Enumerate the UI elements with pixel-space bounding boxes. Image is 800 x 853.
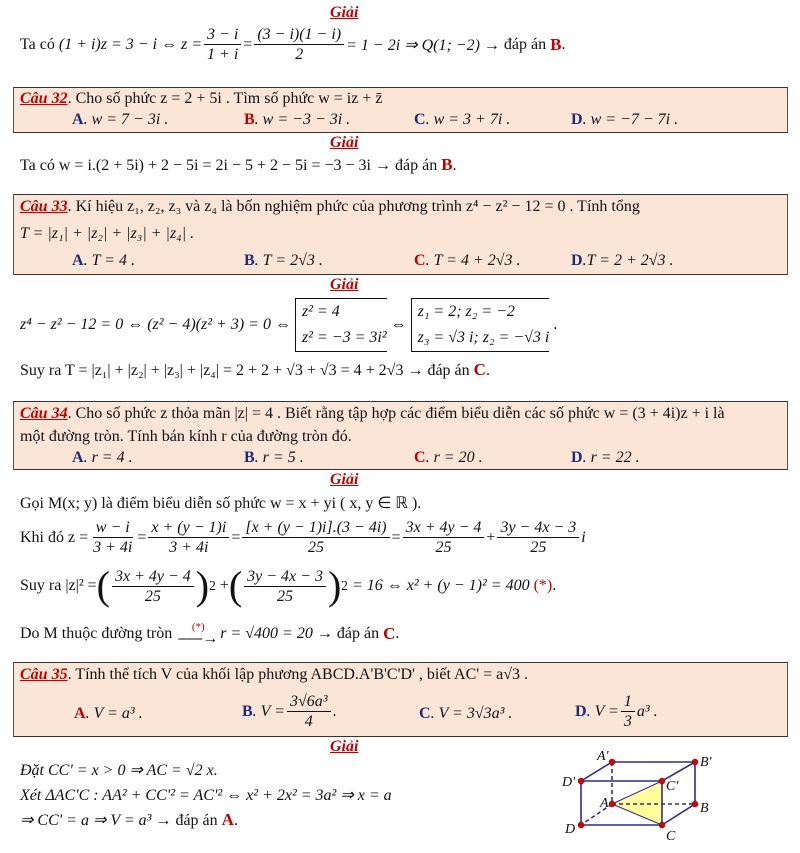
question-34-box — [13, 401, 788, 470]
option-text: . r = 22 . — [582, 449, 640, 466]
option-text: . T = 4 + 2√3 . — [425, 252, 521, 269]
option-letter: A — [72, 449, 84, 466]
option-letter: D — [571, 111, 583, 128]
denominator: 25 — [435, 539, 452, 556]
option-letter: A — [74, 705, 86, 722]
solution-text: Ta có w = i.(2 + 5i) + 2 − 5i = 2i − 5 + 2 − 5i = −3 − 3i → — [20, 157, 391, 174]
denominator: 3 + 4i — [169, 539, 209, 556]
math: = 16 ⇔ x² + (y − 1)² = 400 — [351, 577, 530, 594]
math: ⇒ CC' = a ⇒ V = a³ → — [20, 812, 172, 829]
solution-heading: Giải — [330, 738, 359, 755]
label-d-prime: D' — [562, 775, 576, 790]
option-b[interactable] — [242, 692, 337, 731]
answer-phrase: đáp án — [395, 157, 438, 174]
denominator: 25 — [144, 587, 161, 605]
option-text: . w = 7 − 3i . — [83, 111, 169, 128]
system — [295, 298, 387, 352]
option-letter: C — [419, 705, 431, 722]
option-text: . V = — [252, 702, 285, 720]
answer-letter: C — [473, 360, 486, 379]
option-a[interactable] — [74, 705, 143, 723]
option-text: . w = 3 + 7i . — [425, 111, 511, 128]
fraction — [242, 518, 389, 557]
fraction — [148, 518, 229, 557]
system — [411, 298, 550, 352]
q33-solution-equation — [20, 298, 557, 352]
q34-solution-line-1: Gọi M(x; y) là điểm biểu diễn số phức w = x + yi ( x, y ∈ ℝ ). — [20, 495, 422, 512]
question-text-2: T = |z₁| + |z₂| + |z₃| + |z₄| . — [20, 225, 195, 242]
option-letter: B — [242, 702, 253, 720]
answer-letter: B — [550, 34, 562, 54]
option-letter: C — [414, 449, 426, 466]
answer-letter: A — [221, 810, 234, 829]
label-c: C — [666, 829, 676, 844]
option-text: a³ . — [636, 702, 658, 720]
question-label: Câu 35 — [20, 666, 68, 683]
denominator: 1 + i — [207, 46, 239, 63]
question-label: Câu 34 — [20, 405, 68, 422]
solution-heading: Giải — [330, 4, 359, 21]
option-text: . w = −7 − 7i . — [582, 111, 679, 128]
option-a[interactable] — [72, 252, 135, 270]
option-letter: D — [575, 702, 587, 720]
denominator: 4 — [304, 713, 313, 730]
math: r = √400 = 20 → — [220, 624, 333, 642]
option-c[interactable] — [414, 449, 483, 467]
answer-letter: C — [383, 623, 396, 643]
denominator: 3 — [623, 713, 632, 730]
answer-letter: B — [441, 155, 453, 174]
denominator: 25 — [277, 587, 294, 605]
fraction — [244, 567, 326, 606]
solution-heading: Giải — [330, 134, 359, 151]
option-text: . r = 20 . — [425, 449, 483, 466]
math: = 1 − 2i ⇒ Q(1; −2) → — [346, 36, 500, 54]
option-d[interactable] — [571, 252, 674, 270]
option-letter: C — [414, 111, 426, 128]
q35-solution-line-2: Xét ΔAC'C : AA² + CC'² = AC'² ⇔ x² + 2x² = 3a² ⇒ x = a — [20, 787, 392, 804]
option-d[interactable] — [575, 692, 658, 731]
q34-solution-line-2: Khi đó z = $\frac{w - i}{3 + 4i}$ = $\frac{x + (y - 1)i}{3 + 4i}$ = $\frac{[x + (y - 1)i].(3 - 4i)}{25}$ = $\frac{3x + 4y - 4}{25}$ + $\frac{3y - 4x - 3}{25}$ i — [20, 519, 586, 556]
answer-phrase: đáp án — [175, 812, 218, 829]
q35-solution-line-1: Đặt CC' = x > 0 ⇒ AC = √2 x. — [20, 762, 218, 779]
math: Suy ra |z|² = — [20, 577, 97, 594]
fraction — [621, 692, 635, 731]
numerator: 3y − 4x − 3 — [244, 567, 326, 587]
fraction — [287, 692, 331, 731]
numerator: 3x + 4y − 4 — [112, 567, 194, 587]
numerator: 3y − 4x − 3 — [497, 518, 579, 538]
numerator: w − i — [93, 518, 133, 538]
answer-phrase: đáp án — [503, 35, 547, 53]
option-letter: A — [72, 252, 84, 269]
option-text: . V = — [586, 702, 619, 720]
option-b[interactable] — [244, 449, 304, 467]
option-text: . V = a³ . — [85, 705, 143, 722]
numerator: 3x + 4y − 4 — [403, 518, 485, 538]
option-letter: B — [244, 111, 255, 128]
fraction — [204, 25, 241, 64]
option-text: . r = 5 . — [254, 449, 304, 466]
option-d[interactable] — [571, 111, 678, 129]
option-text: . V = 3√3a³ . — [430, 705, 513, 722]
numerator: x + (y − 1)i — [148, 518, 229, 538]
implies-arrow: (*) ⎯⎯⎯→ — [178, 621, 219, 647]
numerator: (3 − i)(1 − i) — [254, 25, 344, 45]
answer-phrase: đáp án — [336, 624, 380, 642]
question-text: . Cho số phức z thỏa mãn |z| = 4 . Biết rằng tập hợp các điểm biểu diễn các số phức w = (3 + 4i)z + i là — [67, 405, 725, 422]
label-b-prime: B' — [700, 755, 712, 770]
fraction — [112, 567, 194, 606]
label-d: D — [565, 822, 576, 837]
option-b[interactable] — [244, 111, 350, 129]
fraction — [90, 518, 135, 557]
option-letter: B — [244, 449, 255, 466]
question-text: . Tính thể tích V của khối lập phương ABCD.A'B'C'D' , biết AC' = a√3 . — [67, 666, 529, 683]
system-line: z² = −3 = 3i² — [301, 329, 387, 346]
q35-solution-line-3: ⇒ CC' = a ⇒ V = a³ → đáp án A. — [20, 810, 238, 829]
label-c-prime: C' — [666, 779, 679, 794]
system-line: z₁ = 2; z₂ = −2 — [417, 303, 515, 320]
fraction — [403, 518, 485, 557]
numerator: 3 − i — [204, 25, 241, 45]
option-letter: D — [571, 252, 583, 269]
star-mark: (*) — [533, 577, 553, 594]
label-b: B — [700, 801, 709, 816]
denominator: 2 — [295, 46, 304, 63]
math: Khi đó z = — [20, 528, 89, 546]
option-a[interactable] — [72, 111, 168, 129]
q32-solution: Ta có w = i.(2 + 5i) + 2 − 5i = 2i − 5 + 2 − 5i = −3 − 3i → đáp án B. — [20, 155, 457, 174]
option-text: . T = 4 . — [83, 252, 135, 269]
question-text: . Kí hiệu z₁, z₂, z₃ và z₄ là bốn nghiệm phức của phương trình z⁴ − z² − 12 = 0 . Tính tổng — [67, 198, 640, 215]
q34-solution-line-4: Do M thuộc đường tròn (*) ⎯⎯⎯→ r = √400 = 20 → đáp án C . — [20, 621, 400, 647]
answer-phrase: đáp án — [427, 362, 470, 379]
denominator: 25 — [307, 539, 324, 556]
denominator: 3 + 4i — [93, 539, 133, 556]
question-35-box — [13, 662, 788, 737]
system-line: z₃ = √3 i; z₂ = −√3 i — [417, 329, 550, 346]
fraction — [497, 518, 579, 557]
question-label: Câu 32 — [20, 90, 68, 107]
option-text: . r = 4 . — [83, 449, 133, 466]
cuboid-figure — [560, 748, 735, 848]
option-letter: A — [72, 111, 84, 128]
label-a-prime: A' — [597, 749, 609, 764]
denominator: 25 — [530, 539, 547, 556]
solution-heading: Giải — [330, 276, 359, 293]
option-text: . T = 2√3 . — [254, 252, 323, 269]
question-label: Câu 33 — [20, 198, 68, 215]
option-c[interactable] — [419, 705, 512, 723]
question-33-box — [13, 194, 788, 275]
text: Ta có — [20, 35, 55, 53]
option-letter: B — [244, 252, 255, 269]
numerator: 3√6a³ — [287, 692, 331, 712]
q33-conclusion: Suy ra T = |z₁| + |z₂| + |z₃| + |z₄| = 2 + 2 + √3 + √3 = 4 + 2√3 → đáp án C. — [20, 360, 490, 379]
solution-text: Suy ra T = |z₁| + |z₂| + |z₃| + |z₄| = 2 + 2 + √3 + √3 = 4 + 2√3 → — [20, 362, 424, 379]
question-text: . Cho số phức z = 2 + 5i . Tìm số phức w = iz + z̄ — [67, 90, 383, 107]
numerator: [x + (y − 1)i].(3 − 4i) — [242, 518, 389, 538]
option-text: .T = 2 + 2√3 . — [582, 252, 674, 269]
option-letter: D — [571, 449, 583, 466]
option-text: . — [332, 702, 337, 720]
numerator: 1 — [621, 692, 635, 712]
option-letter: C — [414, 252, 426, 269]
math: . — [553, 316, 558, 333]
system-line: z² = 4 — [301, 303, 340, 320]
question-32-box — [13, 87, 788, 133]
label-a: A — [600, 796, 609, 811]
option-d[interactable] — [571, 449, 640, 467]
triangle-acc — [612, 781, 662, 825]
q34-solution-line-3: Suy ra |z|² = ( $\frac{3x + 4y - 4}{25}$ ) 2 + ( $\frac{3y - 4x - 3}{25}$ ) 2 = 16 ⇔ x² + (y − 1)² = 400 (*) . — [20, 563, 557, 608]
solution-heading: Giải — [330, 471, 359, 488]
option-c[interactable] — [414, 252, 521, 270]
q31-solution: Ta có (1 + i)z = 3 − i ⇔ z = $\frac{3 - i}{1 + i}$ = $\frac{(3 - i)(1 - i)}{2}$ = 1 − 2i ⇒ Q(1; −2) → đáp án B . — [20, 26, 566, 63]
star-mark: (*) — [191, 621, 205, 633]
option-text: . w = −3 − 3i . — [254, 111, 351, 128]
math: (1 + i)z = 3 − i ⇔ z = — [58, 35, 203, 53]
fraction — [254, 25, 344, 64]
math: i — [581, 528, 586, 546]
option-b[interactable] — [244, 252, 323, 270]
option-a[interactable] — [72, 449, 133, 467]
option-c[interactable] — [414, 111, 510, 129]
math: ⇔ — [390, 316, 407, 333]
question-text-2: một đường tròn. Tính bán kính r của đường tròn đó. — [20, 428, 352, 445]
solution-text: Do M thuộc đường tròn — [20, 624, 173, 642]
math: z⁴ − z² − 12 = 0 ⇔ (z² − 4)(z² + 3) = 0 ⇔ — [20, 316, 291, 333]
